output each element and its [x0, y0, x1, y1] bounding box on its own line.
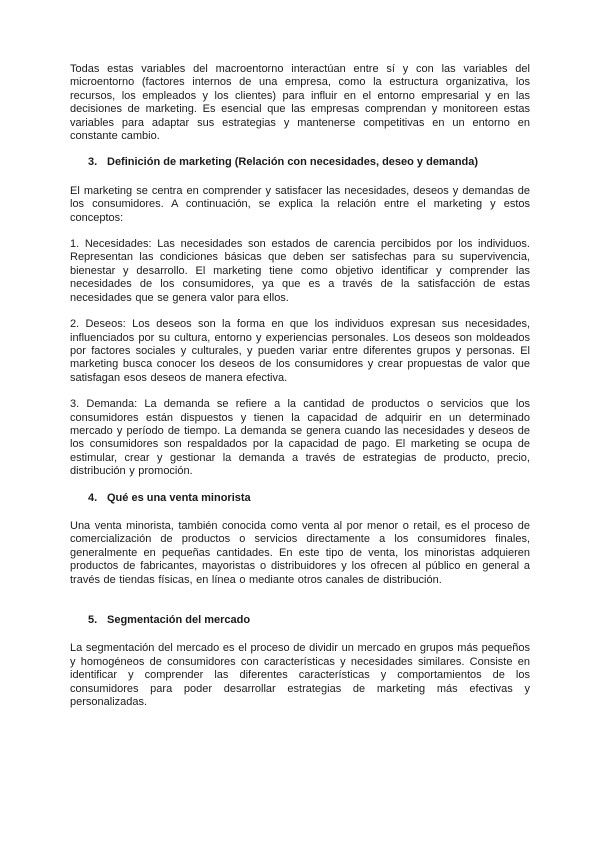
heading-number: 4.	[88, 491, 98, 504]
heading-number: 5.	[88, 614, 98, 626]
section-heading-segmentacion-mercado	[70, 614, 530, 627]
heading-text: Qué es una venta minorista	[107, 491, 251, 504]
heading-text: Segmentación del mercado	[107, 614, 251, 626]
section-heading-venta-minorista	[70, 492, 530, 505]
heading-text: Definición de marketing (Relación con necesidades, deseo y demanda)	[107, 156, 479, 169]
heading-number: 3.	[88, 156, 98, 169]
paragraph-deseos: 2. Deseos: Los deseos son la forma en que los individuos expresan sus necesidades, influenciados por su cultura, entorno y experiencias personales. Los deseos son moldeados por factores sociales y culturales, y pueden variar entre diferentes grupos y personas. El marketing busca conocer los deseos de los consumidores y crear propuestas de valor que satisfagan esos deseos de manera efectiva.	[70, 318, 530, 384]
paragraph-necesidades: 1. Necesidades: Las necesidades son estados de carencia percibidos por los individuos. Representan las condiciones básicas que deben ser satisfechas para su supervivencia, bienestar y desarrollo. El marketing tiene como objetivo identificar y comprender las necesidades de los consumidores, ya que es a través de la satisfacción de estas necesidades que se genera valor para ellos.	[70, 238, 530, 304]
paragraph-segmentacion-mercado: La segmentación del mercado es el proceso de dividir un mercado en grupos más pequeños y homogéneos de consumidores con características y necesidades similares. Consiste en identificar y comprender las diferentes características y comportamientos de los consumidores para poder desarrollar estrategias de marketing más efectivas y personalizadas.	[70, 642, 530, 709]
paragraph-macroentorno: Todas estas variables del macroentorno interactúan entre sí y con las variables del microentorno (factores internos de una empresa, como la estructura organizativa, los recursos, los empleados y los clientes) para influir en el entorno empresarial y en las decisiones de marketing. Es esencial que las empresas comprendan y monitoreen estas variables para adaptar sus estrategias y mantenerse competitivas en un entorno en constante cambio.	[70, 63, 530, 143]
section-heading-definicion-marketing	[70, 156, 530, 169]
paragraph-marketing-intro: El marketing se centra en comprender y satisfacer las necesidades, deseos y demandas de los consumidores. A continuación, se explica la relación entre el marketing y estos conceptos:	[70, 184, 530, 224]
paragraph-demanda: 3. Demanda: La demanda se refiere a la cantidad de productos o servicios que los consumidores están dispuestos y tienen la capacidad de adquirir en un determinado mercado y período de tiempo. La demanda se genera cuando las necesidades y deseos de los consumidores son respaldados por la capacidad de pago. El marketing se ocupa de estimular, crear y gestionar la demanda a través de estrategias de producto, precio, distribución y promoción.	[70, 398, 530, 478]
paragraph-venta-minorista: Una venta minorista, también conocida como venta al por menor o retail, es el proceso de comercialización de productos o servicios directamente a los consumidores finales, generalmente en pequeñas cantidades. En este tipo de venta, los minoristas adquieren productos de fabricantes, mayoristas o distribuidores y los ofrecen al público en general a través de tiendas físicas, en línea o mediante otros canales de distribución.	[70, 519, 530, 586]
